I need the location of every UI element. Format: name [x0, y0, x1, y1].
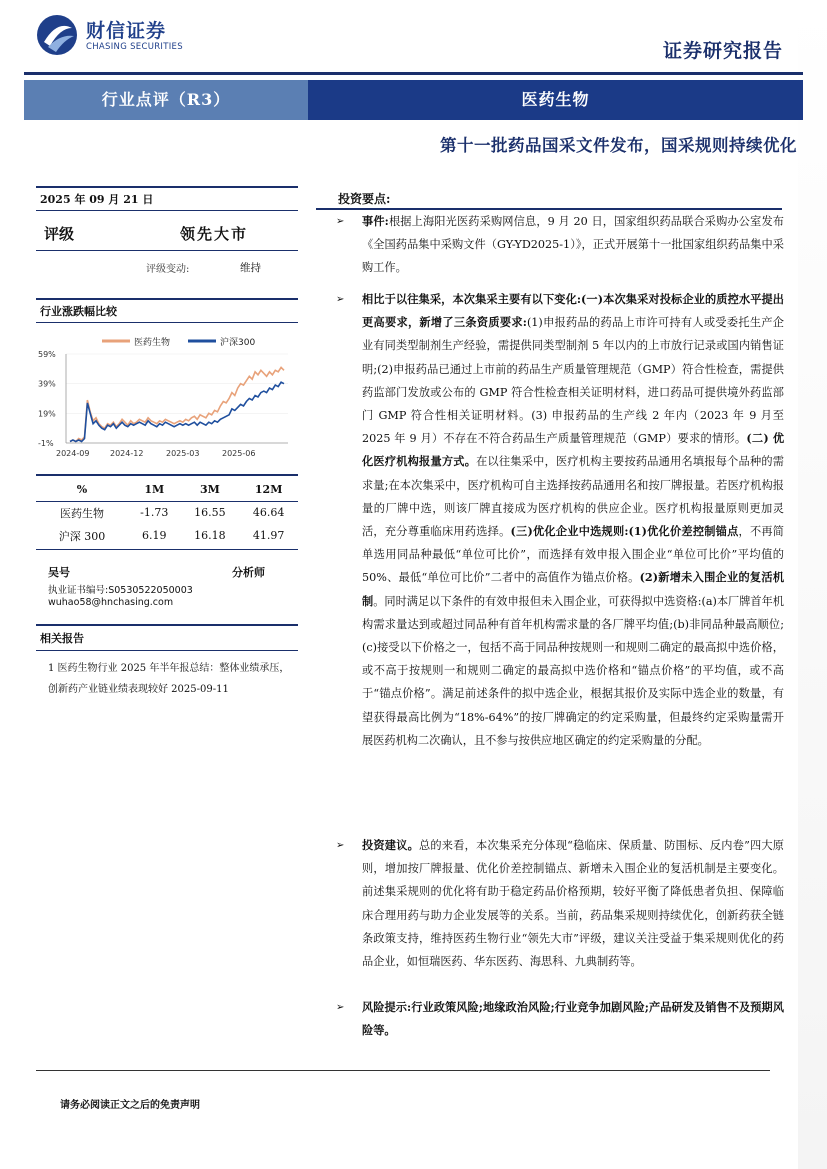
y-tick-label: -1% [38, 439, 54, 448]
analyst-name: 吴号 [48, 566, 70, 579]
sidebar-rule [36, 650, 298, 651]
rating-label: 评级 [44, 225, 75, 243]
sidebar-rule [36, 474, 298, 476]
disclaimer-note[interactable]: 请务必阅读正文之后的免责声明 [60, 1100, 200, 1111]
table-header-cell: % [76, 482, 88, 496]
table-cell: 医药生物 [60, 506, 104, 520]
x-tick-label: 2024-09 [56, 449, 90, 458]
y-tick-label: 39% [38, 379, 56, 389]
category-band [24, 80, 308, 120]
y-tick-label: 59% [38, 350, 56, 359]
table-cell: -1.73 [140, 506, 169, 520]
key-points-title: 投资要点: [338, 192, 391, 206]
report-headline: 第十一批药品国采文件发布，国采规则持续优化 [440, 136, 797, 155]
company-logo-icon [36, 14, 78, 56]
sidebar-rule [36, 186, 298, 188]
bullet-body: 总的来看，本次集采充分体现“稳临床、保质量、防围标、反内卷”四大原则，增加按厂牌报量、优化价差控制锚点、新增未入围企业的复活机制是主要变化。前述集采规则的优化将有助于稳定药品价格预期，较好平衡了降低患者负担、保障临床合理用药与助力企业发展等的关系。当前，药品集采规则持续优化，创新药获全链条政策支持，维持医药生物行业“领先大市”评级，建议关注受益于集采规则优化的药品企业，如恒瑞医药、华东医药、海思科、九典制药等。 [362, 839, 784, 969]
bullet-body: ，不再简单选用同品种最低“单位可比价”，而选择有效申报入围企业“单位可比价”平均值的 50%、最低“单位可比价”二者中的高值作为锚点价格。 [362, 525, 784, 585]
chart-legend [102, 336, 255, 348]
legend-label: 沪深300 [220, 338, 256, 348]
bullet-body: 在以往集采中，医疗机构主要按药品通用名填报每个品种的需求量;在本次集采中，医疗机构可自主选择按药品通用名和按厂牌报量。若医疗机构报量的厂牌中选，则该厂牌直接成为医疗机构的供应企业。医疗机构报量原则更加灵活，充分尊重临床用药选择。 [362, 455, 784, 539]
page-edge-strip [798, 0, 827, 1169]
bullet-arrow-icon: ➢ [336, 294, 345, 305]
related-reports-title: 相关报告 [40, 632, 84, 645]
series-line-csi300 [70, 382, 284, 441]
header-divider [24, 72, 803, 75]
bullet-arrow-icon: ➢ [336, 1002, 345, 1013]
bullet-lead: 相比于以往集采，本次集采主要有以下变化:(一)本次集采对投标企业的质控水平提出更高要求，新增了三条资质要求: [362, 292, 784, 330]
sidebar-rule [36, 322, 298, 323]
bullet-investment-advice [316, 834, 784, 973]
table-row [36, 501, 298, 524]
analyst-role-label: 分析师 [232, 566, 265, 579]
table-row [36, 524, 298, 547]
legend-label: 医药生物 [134, 338, 171, 348]
y-tick-label: 19% [38, 409, 56, 419]
table-header-cell: 3M [200, 482, 220, 496]
x-tick-label: 2025-06 [222, 449, 256, 458]
report-type-title: 证券研究报告 [662, 40, 783, 62]
related-report-link[interactable]: 1 医药生物行业 2025 年半年报总结：整体业绩承压，创新药产业链业绩表现较好 2025-09-11 [48, 663, 290, 695]
sidebar-rule [36, 549, 298, 550]
bullet-changes [316, 288, 784, 752]
table-cell: 沪深 300 [58, 529, 106, 543]
bullet-lead: 事件: [362, 214, 389, 228]
rating-value: 领先大市 [180, 225, 249, 243]
table-cell: 46.64 [252, 506, 285, 520]
table-cell: 41.97 [252, 529, 285, 542]
perf-section-title: 行业涨跌幅比较 [40, 305, 117, 318]
x-tick-label: 2024-12 [110, 449, 144, 458]
rating-change-label: 评级变动: [146, 264, 190, 275]
sidebar-rule [36, 624, 298, 626]
bullet-body: (1)申报药品的药品上市许可持有人或受委托生产企业有同类型制剂生产经验，需提供同类型制剂 5 年以内的上市放行记录或国内销售证明;(2)申报药品已通过上市前的药品生产质量管理规范（GMP）符合性检查，需提供药监部门发放或公布的 GMP 符合性检查相关证明材料，进口药品可提供境外药监部门 GMP 符合性相关证明材料。(3) 申报药品的生产线 2 年内（2023 年 9 月至 2025 年 9 月）不存在不符合药品生产质量管理规范（GMP）要求的情形。 [362, 316, 784, 446]
table-cell: 16.18 [194, 529, 226, 542]
table-cell: 16.55 [194, 506, 226, 520]
industry-band [308, 80, 803, 120]
x-tick-label: 2025-03 [166, 449, 200, 458]
report-date: 2025 年 09 月 21 日 [40, 193, 154, 206]
table-header-cell: 1M [144, 482, 165, 496]
sidebar-rule [36, 250, 298, 251]
table-header-row [36, 478, 298, 501]
bullet-lead: (2)新增未入围企业的复活机制 [362, 570, 785, 608]
bullet-arrow-icon: ➢ [336, 216, 345, 227]
table-cell: 6.19 [142, 529, 167, 542]
footer-rule [36, 1070, 770, 1071]
perf-table [36, 478, 298, 547]
bullet-lead: 投资建议。 [362, 838, 419, 852]
industry-label: 医药生物 [521, 90, 590, 109]
sidebar-rule [36, 210, 298, 211]
bullet-event [316, 210, 784, 280]
rating-change-value: 维持 [240, 262, 261, 274]
bullet-lead: 风险提示:行业政策风险;地缘政治风险;行业竞争加剧风险;产品研发及销售不及预期风险等。 [362, 1000, 784, 1038]
sidebar-rule [36, 298, 298, 300]
series-line-pharma [70, 367, 284, 441]
logo-name-en: CHASING SECURITIES [86, 42, 183, 52]
bullet-lead: (二) 优化医疗机构报量方式。 [362, 431, 785, 469]
table-header-cell: 12M [254, 482, 283, 496]
bullet-lead: (三)优化企业中选规则:(1)优化价差控制锚点 [510, 524, 739, 539]
analyst-email[interactable]: wuhao58@hnchasing.com [48, 597, 174, 608]
analyst-cert-number: 执业证书编号:S0530522050003 [48, 585, 193, 596]
bullet-body: 根据上海阳光医药采购网信息，9 月 20 日，国家组织药品联合采购办公室发布《全国药品集中采购文件（GY-YD2025-1）》，正式开展第十一批国家组织药品集中采购工作。 [362, 215, 784, 275]
logo-name-cn: 财信证券 [86, 20, 167, 42]
category-label: 行业点评（R3） [101, 90, 231, 109]
bullet-body: 。同时满足以下条件的有效申报但未入围企业，可获得拟中选资格:(a)本厂牌首年机构需求量达到或超过同品种有首年机构需求量的各厂牌平均值;(b)非同品种最高顺位;(c)接受以下价格之一，包括不高于同品种按规则一和规则二确定的最高拟中选价格，或不高于按规则一和规则二确定的最高拟中选价格和“锚点价格”的平均值，或不高于“锚点价格”。满足前述条件的拟中选企业，根据其报价及实际中选企业的数量，有望获得最高比例为“18%-64%”的按厂牌确定的约定采购量，但最终约定采购量需开展医药机构二次确认，且不参与按供应地区确定的约定采购量的分配。 [362, 594, 784, 747]
bullet-risk [316, 996, 784, 1042]
perf-line-chart [36, 326, 298, 466]
bullet-arrow-icon: ➢ [336, 840, 345, 851]
